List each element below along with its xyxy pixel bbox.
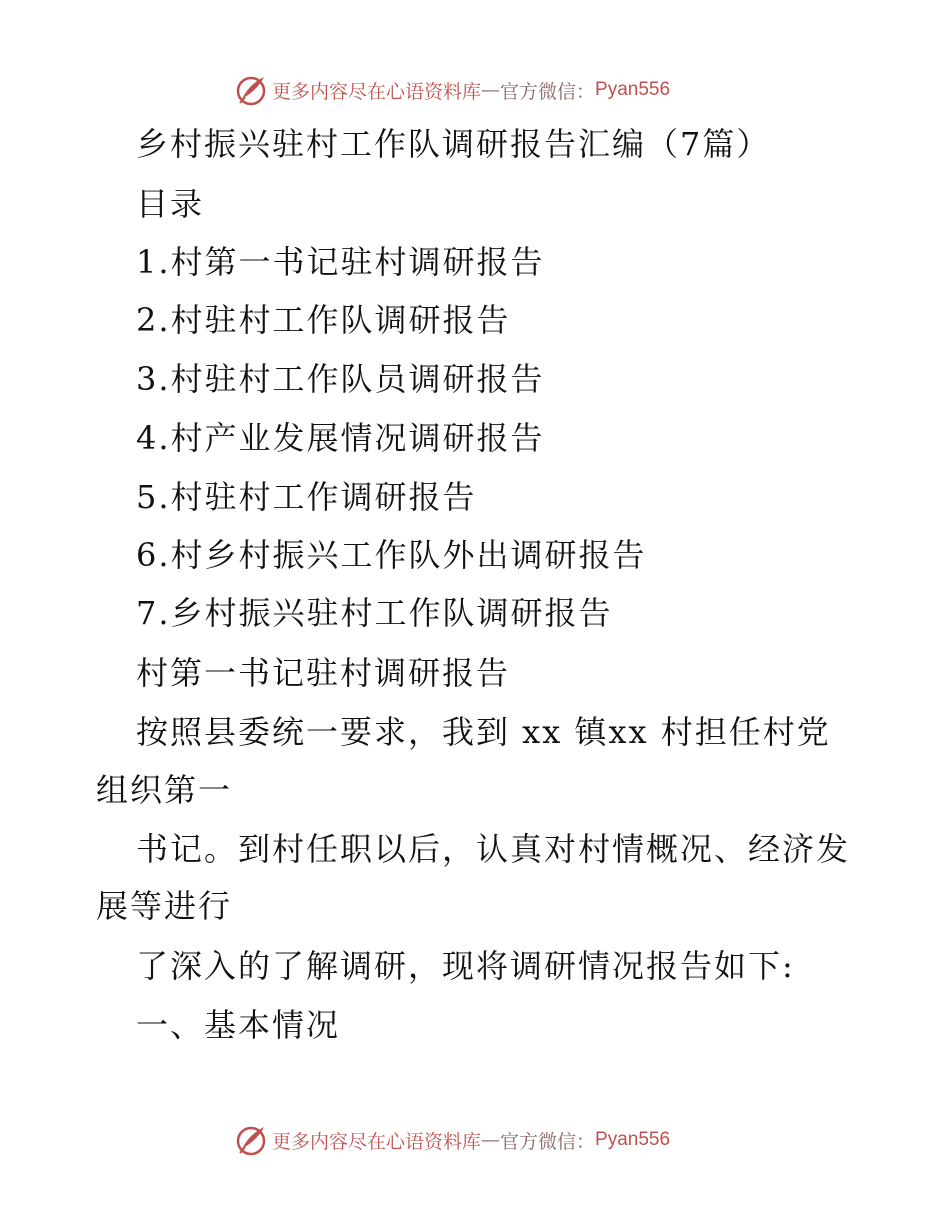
watermark-contact-label: 官方微信： bbox=[500, 1130, 596, 1153]
toc-item: 4.村产业发展情况调研报告 bbox=[136, 419, 545, 457]
watermark-separator: — bbox=[481, 79, 501, 101]
header-watermark bbox=[234, 72, 670, 108]
section-title: 村第一书记驻村调研报告 bbox=[136, 654, 511, 692]
paragraph-line: 组织第一 bbox=[96, 771, 233, 809]
paragraph-line: 了深入的了解调研，现将调研情况报告如下: bbox=[136, 947, 795, 985]
toc-item: 2.村驻村工作队调研报告 bbox=[136, 301, 511, 339]
watermark-wechat-id: Pyan556 bbox=[595, 1129, 671, 1150]
paragraph-line: 书记。到村任职以后，认真对村情概况、经济发 bbox=[136, 830, 851, 868]
paragraph-line: 按照县委统一要求，我到 xx 镇xx 村担任村党 bbox=[136, 713, 831, 751]
toc-item: 3.村驻村工作队员调研报告 bbox=[136, 360, 545, 398]
subheading: 一、基本情况 bbox=[136, 1006, 341, 1044]
footer-watermark bbox=[234, 1122, 670, 1158]
toc-heading: 目录 bbox=[136, 185, 205, 223]
paragraph-line: 展等进行 bbox=[96, 887, 233, 925]
feather-pen-logo-icon bbox=[234, 73, 268, 107]
toc-item: 6.村乡村振兴工作队外出调研报告 bbox=[136, 536, 647, 574]
watermark-text: 更多内容尽在心语资料库 bbox=[272, 80, 482, 103]
toc-item: 1.村第一书记驻村调研报告 bbox=[136, 243, 545, 281]
watermark-separator: — bbox=[481, 1129, 501, 1151]
feather-pen-logo-icon bbox=[234, 1123, 268, 1157]
watermark-contact-label: 官方微信： bbox=[500, 80, 596, 103]
watermark-wechat-id: Pyan556 bbox=[595, 79, 671, 100]
toc-item: 5.村驻村工作调研报告 bbox=[136, 478, 477, 516]
document-title: 乡村振兴驻村工作队调研报告汇编（7篇） bbox=[136, 125, 771, 163]
watermark-text: 更多内容尽在心语资料库 bbox=[272, 1130, 482, 1153]
toc-item: 7.乡村振兴驻村工作队调研报告 bbox=[136, 594, 613, 632]
